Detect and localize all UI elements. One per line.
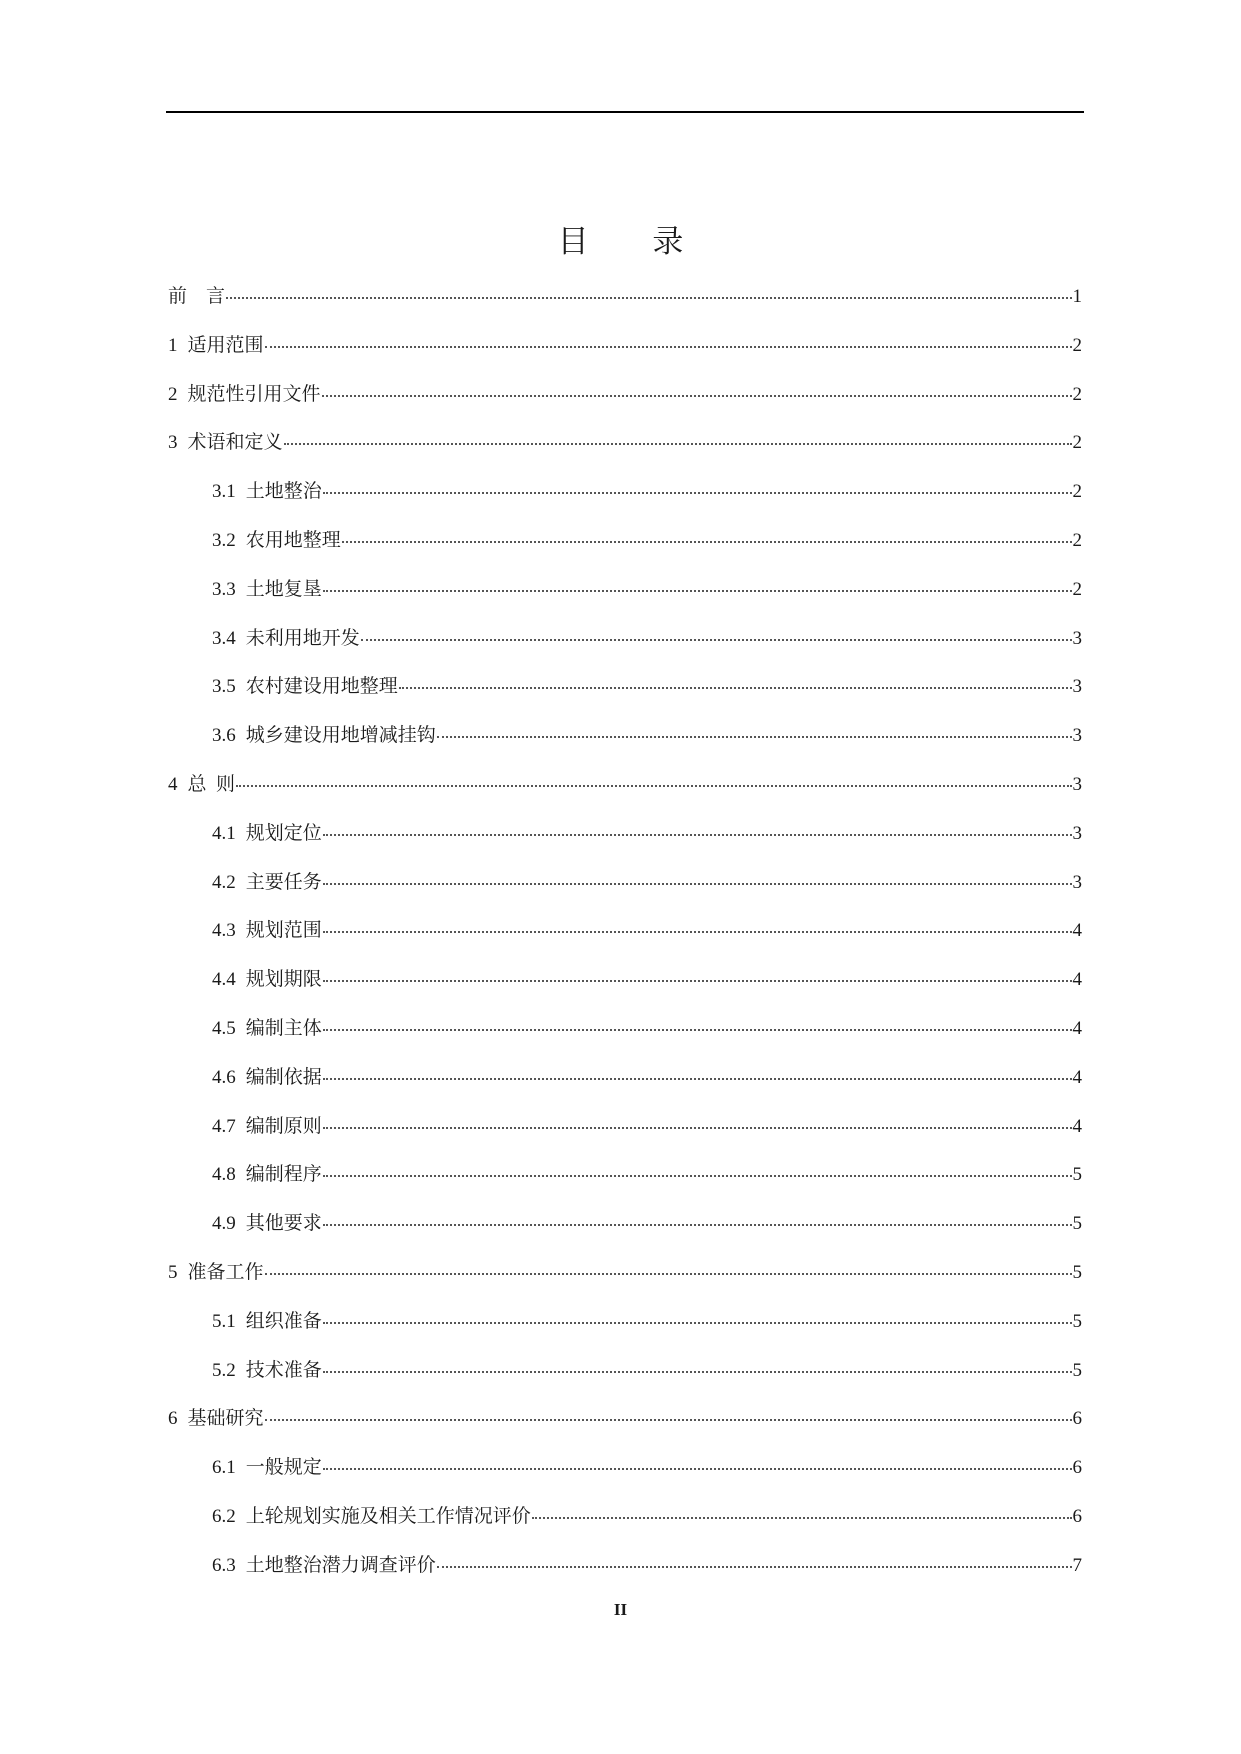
dot-leader xyxy=(323,1078,1072,1080)
toc-entry[interactable] xyxy=(168,821,1082,870)
dot-leader xyxy=(323,1224,1072,1226)
dot-leader xyxy=(323,1371,1072,1373)
toc-entry-label: 编制主体 xyxy=(245,1017,322,1039)
toc-entry-label: 土地整治潜力调查评价 xyxy=(245,1554,436,1576)
toc-entry-number: 3.1 xyxy=(212,481,236,503)
dot-leader xyxy=(322,395,1072,397)
toc-entry[interactable] xyxy=(168,626,1082,675)
toc-entry-label: 城乡建设用地增减挂钩 xyxy=(245,725,436,747)
toc-entry-number: 3.5 xyxy=(212,676,236,698)
toc-entry-number: 4 xyxy=(168,773,178,795)
toc-entry[interactable] xyxy=(168,430,1082,479)
dot-leader xyxy=(265,1419,1072,1421)
toc-entry[interactable] xyxy=(168,1162,1082,1211)
toc-entry-page: 6 xyxy=(1072,1505,1082,1527)
toc-entry-page: 5 xyxy=(1072,1261,1082,1283)
toc-entry-label: 农用地整理 xyxy=(245,529,341,551)
toc-entry-label: 未利用地开发 xyxy=(245,627,360,649)
toc-entry-page: 5 xyxy=(1072,1310,1082,1332)
toc-entry-page: 2 xyxy=(1072,578,1082,600)
toc-entry-page: 4 xyxy=(1072,920,1082,942)
toc-entry[interactable] xyxy=(168,870,1082,919)
toc-entry-page: 4 xyxy=(1072,1115,1082,1137)
toc-entry-number: 6.2 xyxy=(212,1505,236,1527)
dot-leader xyxy=(323,492,1072,494)
toc-entry[interactable] xyxy=(168,577,1082,626)
toc-entry-number: 6.3 xyxy=(212,1554,236,1576)
toc-entry[interactable] xyxy=(168,1455,1082,1504)
toc-entry-label: 基础研究 xyxy=(187,1408,264,1430)
header-rule xyxy=(166,111,1084,113)
toc-entry[interactable] xyxy=(168,333,1082,382)
toc-entry-number: 6.1 xyxy=(212,1457,236,1479)
dot-leader xyxy=(361,639,1072,641)
toc-entry[interactable] xyxy=(168,1553,1082,1602)
dot-leader xyxy=(323,1029,1072,1031)
toc-entry[interactable] xyxy=(168,1114,1082,1163)
toc-entry-page: 3 xyxy=(1072,676,1082,698)
toc-entry-number: 4.3 xyxy=(212,920,236,942)
toc-entry-label: 规划定位 xyxy=(245,822,322,844)
dot-leader xyxy=(323,931,1072,933)
toc-entry[interactable] xyxy=(168,284,1082,333)
toc-entry-label: 准备工作 xyxy=(187,1261,264,1283)
toc-entry-number: 5.2 xyxy=(212,1359,236,1381)
dot-leader xyxy=(323,834,1072,836)
dot-leader xyxy=(323,1127,1072,1129)
toc-entry-page: 3 xyxy=(1072,871,1082,893)
toc-entry[interactable] xyxy=(168,1260,1082,1309)
toc-entry-number: 3.2 xyxy=(212,529,236,551)
toc-entry-label: 编制依据 xyxy=(245,1066,322,1088)
toc-entry-label: 术语和定义 xyxy=(187,432,283,454)
toc-entry-page: 2 xyxy=(1072,529,1082,551)
toc-entry-number: 3.3 xyxy=(212,578,236,600)
toc-entry-page: 2 xyxy=(1072,383,1082,405)
toc-entry[interactable] xyxy=(168,528,1082,577)
toc-entry-label: 其他要求 xyxy=(245,1213,322,1235)
toc-entry[interactable] xyxy=(168,382,1082,431)
toc-entry-page: 2 xyxy=(1072,432,1082,454)
toc-entry-number: 4.8 xyxy=(212,1164,236,1186)
toc-entry-page: 4 xyxy=(1072,1017,1082,1039)
toc-entry-page: 5 xyxy=(1072,1359,1082,1381)
toc-entry-number: 1 xyxy=(168,334,178,356)
dot-leader xyxy=(265,1273,1072,1275)
dot-leader xyxy=(226,297,1071,299)
toc-entry-label: 规划范围 xyxy=(245,920,322,942)
toc-entry-page: 1 xyxy=(1072,286,1082,307)
toc-entry[interactable] xyxy=(168,1358,1082,1407)
toc-entry-number: 4.4 xyxy=(212,969,236,991)
toc-entry-label: 农村建设用地整理 xyxy=(245,676,398,698)
toc-entry-number: 6 xyxy=(168,1408,178,1430)
page-number: II xyxy=(613,1600,628,1619)
toc-entry-label: 主要任务 xyxy=(245,871,322,893)
toc-entry-label: 前 言 xyxy=(168,286,226,307)
toc-entry-page: 7 xyxy=(1072,1554,1082,1576)
toc-entry-number: 4.5 xyxy=(212,1017,236,1039)
toc-entry-label: 组织准备 xyxy=(245,1310,322,1332)
toc-entry-label: 规划期限 xyxy=(245,969,322,991)
dot-leader xyxy=(342,541,1072,543)
toc-entry-number: 5.1 xyxy=(212,1310,236,1332)
dot-leader xyxy=(532,1517,1072,1519)
toc-entry-label: 技术准备 xyxy=(245,1359,322,1381)
toc-entry[interactable] xyxy=(168,1065,1082,1114)
dot-leader xyxy=(236,785,1071,787)
toc-entry[interactable] xyxy=(168,1406,1082,1455)
dot-leader xyxy=(323,1175,1072,1177)
dot-leader xyxy=(323,980,1072,982)
dot-leader xyxy=(265,346,1072,348)
toc-entry-number: 3.6 xyxy=(212,725,236,747)
dot-leader xyxy=(284,443,1072,445)
toc-entry-label: 适用范围 xyxy=(187,334,264,356)
toc-entry-number: 5 xyxy=(168,1261,178,1283)
dot-leader xyxy=(323,590,1072,592)
toc-entry[interactable] xyxy=(168,674,1082,723)
toc-entry[interactable] xyxy=(168,918,1082,967)
toc-entry-label: 编制程序 xyxy=(245,1164,322,1186)
toc-entry-label: 一般规定 xyxy=(245,1457,322,1479)
toc-entry-label: 上轮规划实施及相关工作情况评价 xyxy=(245,1505,531,1527)
toc-entry-number: 2 xyxy=(168,383,178,405)
toc-entry-label: 规范性引用文件 xyxy=(187,383,321,405)
toc-entry[interactable] xyxy=(168,1309,1082,1358)
toc-entry[interactable] xyxy=(168,1016,1082,1065)
toc-entry[interactable] xyxy=(168,1211,1082,1260)
toc-entry-number: 4.9 xyxy=(212,1213,236,1235)
toc-entry-page: 4 xyxy=(1072,1066,1082,1088)
toc-entry-page: 5 xyxy=(1072,1213,1082,1235)
toc-entry-label: 总 则 xyxy=(187,773,236,795)
toc-entry[interactable] xyxy=(168,967,1082,1016)
toc-entry-page: 3 xyxy=(1072,773,1082,795)
toc-entry-page: 3 xyxy=(1072,627,1082,649)
dot-leader xyxy=(437,1566,1072,1568)
toc-entry-page: 2 xyxy=(1072,481,1082,503)
toc-entry-number: 4.2 xyxy=(212,871,236,893)
toc-entry-page: 5 xyxy=(1072,1164,1082,1186)
toc-entry-label: 土地整治 xyxy=(245,481,322,503)
toc-entry[interactable] xyxy=(168,723,1082,772)
dot-leader xyxy=(323,1468,1072,1470)
toc-entry-page: 6 xyxy=(1072,1457,1082,1479)
toc-entry-number: 3 xyxy=(168,432,178,454)
dot-leader xyxy=(399,687,1072,689)
toc-entry-number: 4.7 xyxy=(212,1115,236,1137)
toc-entry[interactable] xyxy=(168,1504,1082,1553)
toc-entry[interactable] xyxy=(168,772,1082,821)
toc-entry-number: 3.4 xyxy=(212,627,236,649)
dot-leader xyxy=(323,1322,1072,1324)
toc-entry-page: 2 xyxy=(1072,334,1082,356)
dot-leader xyxy=(323,883,1072,885)
toc-entry-label: 土地复垦 xyxy=(245,578,322,600)
toc-entry-number: 4.1 xyxy=(212,822,236,844)
toc-entry[interactable] xyxy=(168,479,1082,528)
toc-entry-page: 3 xyxy=(1072,822,1082,844)
table-of-contents xyxy=(168,284,1082,1602)
toc-entry-label: 编制原则 xyxy=(245,1115,322,1137)
dot-leader xyxy=(437,736,1072,738)
toc-entry-page: 3 xyxy=(1072,725,1082,747)
toc-entry-number: 4.6 xyxy=(212,1066,236,1088)
toc-title: 目 录 xyxy=(557,224,712,259)
toc-entry-page: 6 xyxy=(1072,1408,1082,1430)
toc-entry-page: 4 xyxy=(1072,969,1082,991)
